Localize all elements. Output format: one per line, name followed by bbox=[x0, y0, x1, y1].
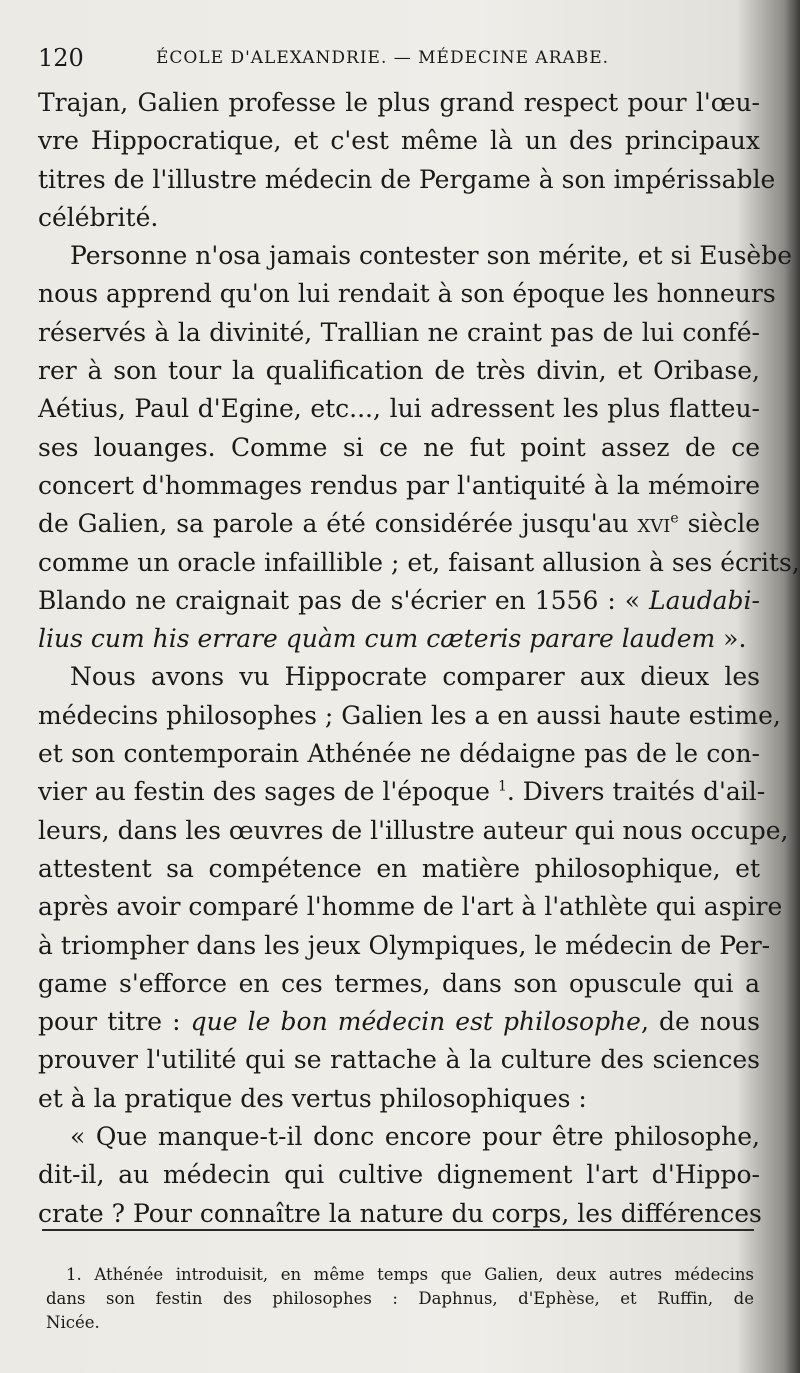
text-line: après avoir comparé l'homme de l'art à l'athlète qui aspire bbox=[38, 892, 783, 922]
text-line: Personne n'osa jamais contester son mérite, et si Eusèbe bbox=[70, 241, 793, 271]
text-line: attestent sa compétence en matière philosophique, et bbox=[38, 853, 760, 883]
text-line: comme un oracle infaillible ; et, faisant allusion à ses écrits, bbox=[38, 547, 800, 577]
text-line: ses louanges. Comme si ce ne fut point assez de ce bbox=[38, 432, 760, 462]
text-line: Aétius, Paul d'Egine, etc..., lui adressent les plus flatteu- bbox=[38, 394, 760, 424]
text-line: leurs, dans les œuvres de l'illustre auteur qui nous occupe, bbox=[38, 815, 789, 845]
text-line: concert d'hommages rendus par l'antiquité à la mémoire bbox=[38, 470, 760, 500]
text-line: rer à son tour la qualification de très divin, et Oribase, bbox=[38, 356, 760, 386]
text-line: réservés à la divinité, Trallian ne craint pas de lui confé- bbox=[38, 317, 760, 347]
opuscule-title: que le bon médecin est philosophe bbox=[190, 1007, 641, 1037]
line-text: siècle bbox=[678, 509, 760, 539]
text-line: Nous avons vu Hippocrate comparer aux dieux les bbox=[70, 662, 760, 692]
text-line: vre Hippocratique, et c'est même là un des principaux bbox=[38, 126, 760, 156]
page-header bbox=[38, 44, 758, 76]
line-text: ». bbox=[715, 624, 747, 654]
text-line bbox=[38, 505, 760, 543]
text-line bbox=[38, 582, 760, 620]
line-text: , de nous bbox=[640, 1007, 760, 1037]
footnote bbox=[46, 1263, 754, 1335]
line-text: Blando ne craignait pas de s'écrier en 1556 : « bbox=[38, 585, 641, 615]
century-numeral: xvi bbox=[637, 509, 671, 539]
text-line: médecins philosophes ; Galien les a en aussi haute estime, bbox=[38, 700, 781, 730]
text-line: Trajan, Galien professe le plus grand respect pour l'œu- bbox=[38, 88, 760, 117]
text-line: célébrité. bbox=[38, 202, 159, 232]
text-line: dit-il, au médecin qui cultive dignement l'art d'Hippo- bbox=[38, 1160, 760, 1190]
text-line: et à la pratique des vertus philosophiques : bbox=[38, 1083, 587, 1113]
text-line: « Que manque-t-il donc encore pour être philosophe, bbox=[70, 1122, 760, 1152]
latin-quote: Laudabi- bbox=[649, 585, 760, 615]
text-line: game s'efforce en ces termes, dans son opuscule qui a bbox=[38, 968, 760, 998]
footnote-divider bbox=[42, 1229, 754, 1231]
text-line: prouver l'utilité qui se rattache à la culture des sciences bbox=[38, 1045, 760, 1075]
page-number: 120 bbox=[38, 44, 84, 72]
footnote-reference: 1 bbox=[497, 779, 507, 796]
text-line: crate ? Pour connaître la nature du corps, les différences bbox=[38, 1198, 762, 1228]
line-text: pour titre : bbox=[38, 1007, 181, 1037]
footnote-line: Nicée. bbox=[46, 1313, 100, 1332]
line-text: . Divers traités d'ail- bbox=[506, 777, 766, 807]
line-text: vier au festin des sages de l'époque bbox=[38, 777, 490, 807]
text-line bbox=[38, 620, 760, 658]
text-line bbox=[38, 773, 766, 811]
line-text: de Galien, sa parole a été considérée jusqu'au bbox=[38, 509, 629, 539]
text-line bbox=[38, 1003, 760, 1041]
text-line: à triompher dans les jeux Olympiques, le médecin de Per- bbox=[38, 930, 771, 960]
running-title: ÉCOLE D'ALEXANDRIE. — MÉDECINE ARABE. bbox=[156, 48, 610, 68]
text-line: nous apprend qu'on lui rendait à son époque les honneurs bbox=[38, 279, 776, 309]
main-text bbox=[38, 84, 800, 1233]
latin-quote: lius cum his errare quàm cum cæteris parare laudem bbox=[38, 624, 716, 654]
footnote-line: dans son festin des philosophes : Daphnus, d'Ephèse, et Ruffin, de bbox=[46, 1289, 754, 1308]
text-line: et son contemporain Athénée ne dédaigne pas de le con- bbox=[38, 739, 760, 769]
footnote-line: 1. Athénée introduisit, en même temps que Galien, deux autres médecins bbox=[66, 1265, 754, 1284]
text-line: titres de l'illustre médecin de Pergame à son impérissable bbox=[38, 164, 776, 194]
century-superscript: e bbox=[670, 510, 679, 527]
